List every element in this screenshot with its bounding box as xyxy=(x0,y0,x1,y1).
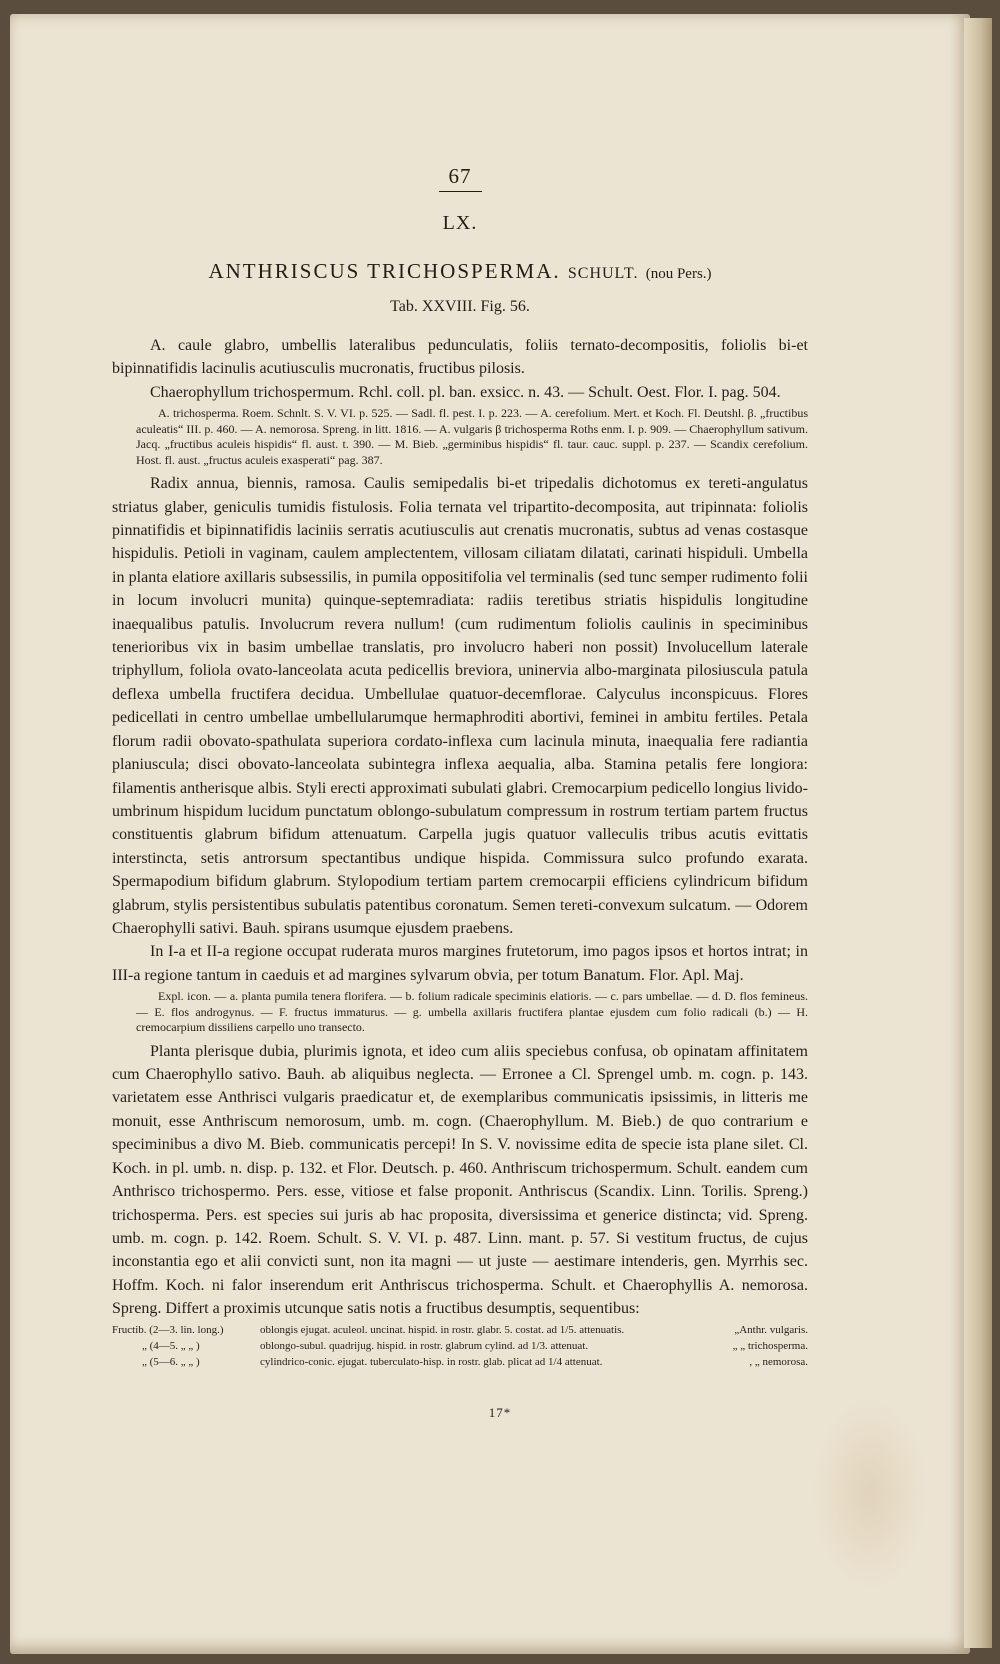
fruit-row xyxy=(112,1339,808,1355)
plate-explanation: Expl. icon. — a. planta pumila tenera florifera. — b. folium radicale speciminis elatioris. — c. pars umbellae. — d. D. flos femineus. — E. flos androgynus. — F. fructus immaturus. — g. umbella axillaris fructifera plantae ejusdem cum folio radicali (b.) — H. cremocarpium dissiliens carpello uno transecto. xyxy=(136,989,808,1035)
fruit-row-label: „ (5—6. „ „ ) xyxy=(142,1355,200,1368)
author-note: (nou Pers.) xyxy=(645,266,712,282)
species-title xyxy=(112,259,808,284)
fruit-row-desc: cylindrico-conic. ejugat. tuberculato-hisp. in rostr. glab. plicat ad 1/4 attenuat. xyxy=(260,1355,603,1368)
signature-mark: 17* xyxy=(488,1404,512,1420)
page-number-text: 67 xyxy=(439,164,482,192)
page-stain xyxy=(810,1394,930,1594)
description: Radix annua, biennis, ramosa. Caulis semipedalis bi-et tripedalis dichotomus ex tereti-angulatus striatus glaber, geniculis tumidis fistulosis. Folia ternata vel tripartito-decomposita, aut tripinnata: foliolis pinnatifidis et bipinnatifidis laciniis serratis acutiusculis aut crenatis mucronatis, subtus ad venas costasque hispidulis. Petioli in vaginam, caulem amplectentem, villosam ciliatam dilatati, carinati hispiduli. Umbella in planta elatiore axillaris subsessilis, in pumila oppositifolia vel terminalis (sed tunc semper rudimento folii in locum involucri munita) quinque-septemradiata: radiis teretibus striatis hispidulis longitudine inaequalibus patulis. Involucrum revera nullum! (cum rudimentum foliolis caulinis in speciminibus tenerioribus vix in basim umbellae translatis, pro involucro haberi non possit) Involucellum laterale triphyllum, foliola ovato-lanceolata acuta pedicellis breviora, uninervia albo-marginata pilosiuscula patula deflexa umbella fructifera decidua. Umbellulae quatuor-decemflorae. Calyculus inconspicuus. Flores pedicellati in centro umbellae umbellularumque hermaphroditi abortivi, feminei in ambitu fertiles. Petala florum radii obovato-spathulata superiora cordato-inflexa cum lacinula minuta, inaequalia fere radiantia planiuscula; disci obovato-lanceolata subintegra inflexa aequalia, alba. Stamina petalis fere longiora: filamentis antherisque albis. Styli erecti approximati subulati glabri. Cremocarpium pedicello longius livido-umbrinum hispidum lucidum punctatum oblongo-subulatum compressum in rostrum tertiam partem fructus constituentis glabrum bifidum attenuatum. Carpella jugis quatuor valleculis tribus acutis evittatis interstincta, setis antrorsum spectantibus undique hispida. Commissura sulco profundo exarata. Spermapodium bifidum glabrum. Stylopodium tertiam partem cremocarpii efficiens cylindricum bifidum glabrum, stylis persistentibus subulatis patentibus coronatum. Semen tereti-convexum sulcatum. — Odorem Chaerophylli sativi. Bauh. spirans usumque ejusdem praebens. xyxy=(112,475,808,937)
habitat: In I-a et II-a regione occupat ruderata muros margines frutetorum, imo pagos ipsos et hortos intrat; in III-a regione tantum in caeduis et ad margines sylvarum obvia, per totum Banatum. Flor. Apl. Maj. xyxy=(112,943,808,984)
discussion: Planta plerisque dubia, plurimis ignota, et ideo cum aliis speciebus confusa, ob opinatam affinitatem cum Chaerophyllo sativo. Bauh. ab aliquibus neglecta. — Erronee a Cl. Sprengel umb. m. cogn. p. 143. varietatem esse Anthrisci vulgaris praedicatur et, de exemplaribus communicatis ipsissimis, in litteris me monuit, esse Anthriscum nemorosum, umb. m. cogn. (Chaerophyllum. M. Bieb.) de quo contrarium e speciminibus a divo M. Bieb. communicatis percepi! In S. V. novissime edita de specie ista plane silet. Cl. Koch. in pl. umb. n. disp. p. 132. et Flor. Deutsch. p. 460. Anthriscum trichospermum. Schult. eandem cum Anthrisco trichospermo. Pers. esse, vitiose et false proponit. Anthriscus (Scandix. Linn. Torilis. Spreng.) trichosperma. Pers. est species sui juris ab hac proposita, diversissima et generice distincta; vid. Spreng. umb. m. cogn. p. 142. Roem. Schult. S. V. VI. p. 487. Linn. mant. p. 57. Si vestitum fructus, de cujus inconstantia ego et alii convicti sunt, non ita magni — ut juste — aestimare intenderis, gen. Myrrhis sec. Hoffm. Koch. ni falor inserendum erit Anthriscus trichosperma. Schult. et Chaerophyllis A. nemorosa. Spreng. Differt a proximis utcunque satis notis a fructibus desumptis, sequentibus: xyxy=(112,1042,808,1318)
fruit-row-species: „Anthr. vulgaris. xyxy=(734,1323,808,1336)
fruit-row-species: „ „ trichosperma. xyxy=(732,1339,808,1352)
fruit-row xyxy=(112,1323,808,1339)
fruit-row-label: Fructib. (2—3. lin. long.) xyxy=(112,1323,224,1336)
page-number xyxy=(112,164,808,192)
fruit-row-desc: oblongis ejugat. aculeol. uncinat. hispid. in rostr. glabr. 5. costat. ad 1/5. attenuatis. xyxy=(260,1323,625,1336)
fruit-row-label: „ (4—5. „ „ ) xyxy=(142,1339,200,1352)
main-synonym: Chaerophyllum trichospermum. Rchl. coll. pl. ban. exsicc. n. 43. — Schult. Oest. Flor. I. pag. 504. xyxy=(150,383,781,401)
diagnosis: A. caule glabro, umbellis lateralibus pedunculatis, foliis ternato-decompositis, foliolis bi-et bipinnatifidis lacinulis acutiusculis mucronatis, fructibus pilosis. xyxy=(112,337,808,378)
page-edge xyxy=(964,18,992,1648)
plate-reference: Tab. XXVIII. Fig. 56. xyxy=(390,298,530,315)
fruit-row-species: , „ nemorosa. xyxy=(749,1355,808,1368)
fruit-row xyxy=(112,1355,808,1371)
fruit-comparison-table xyxy=(112,1323,808,1371)
species-author: SCHULT. xyxy=(567,265,639,282)
fruit-row-desc: oblongo-subul. quadrijug. hispid. in rostr. glabrum cylind. ad 1/3. attenuat. xyxy=(260,1339,589,1352)
section-number: LX. xyxy=(442,212,478,234)
species-name: ANTHRISCUS TRICHOSPERMA. xyxy=(208,259,561,283)
page-content xyxy=(112,164,808,1421)
synonym-list: A. trichosperma. Roem. Schnlt. S. V. VI. p. 525. — Sadl. fl. pest. I. p. 223. — A. cerefolium. Mert. et Koch. Fl. Deutshl. β. „fructibus aculeatis“ III. p. 460. — A. nemorosa. Spreng. in litt. 1816. — A. vulgaris β trichosperma Roths enm. I. p. 909. — Chaerophyllum sativum. Jacq. „fructibus aculeis hispidis“ fl. aust. t. 390. — M. Bieb. „germinibus hispidis“ fl. taur. cauc. suppl. p. 237. — Scandix cerefolium. Host. fl. aust. „fructus aculeis exasperati“ pag. 387. xyxy=(136,406,808,467)
